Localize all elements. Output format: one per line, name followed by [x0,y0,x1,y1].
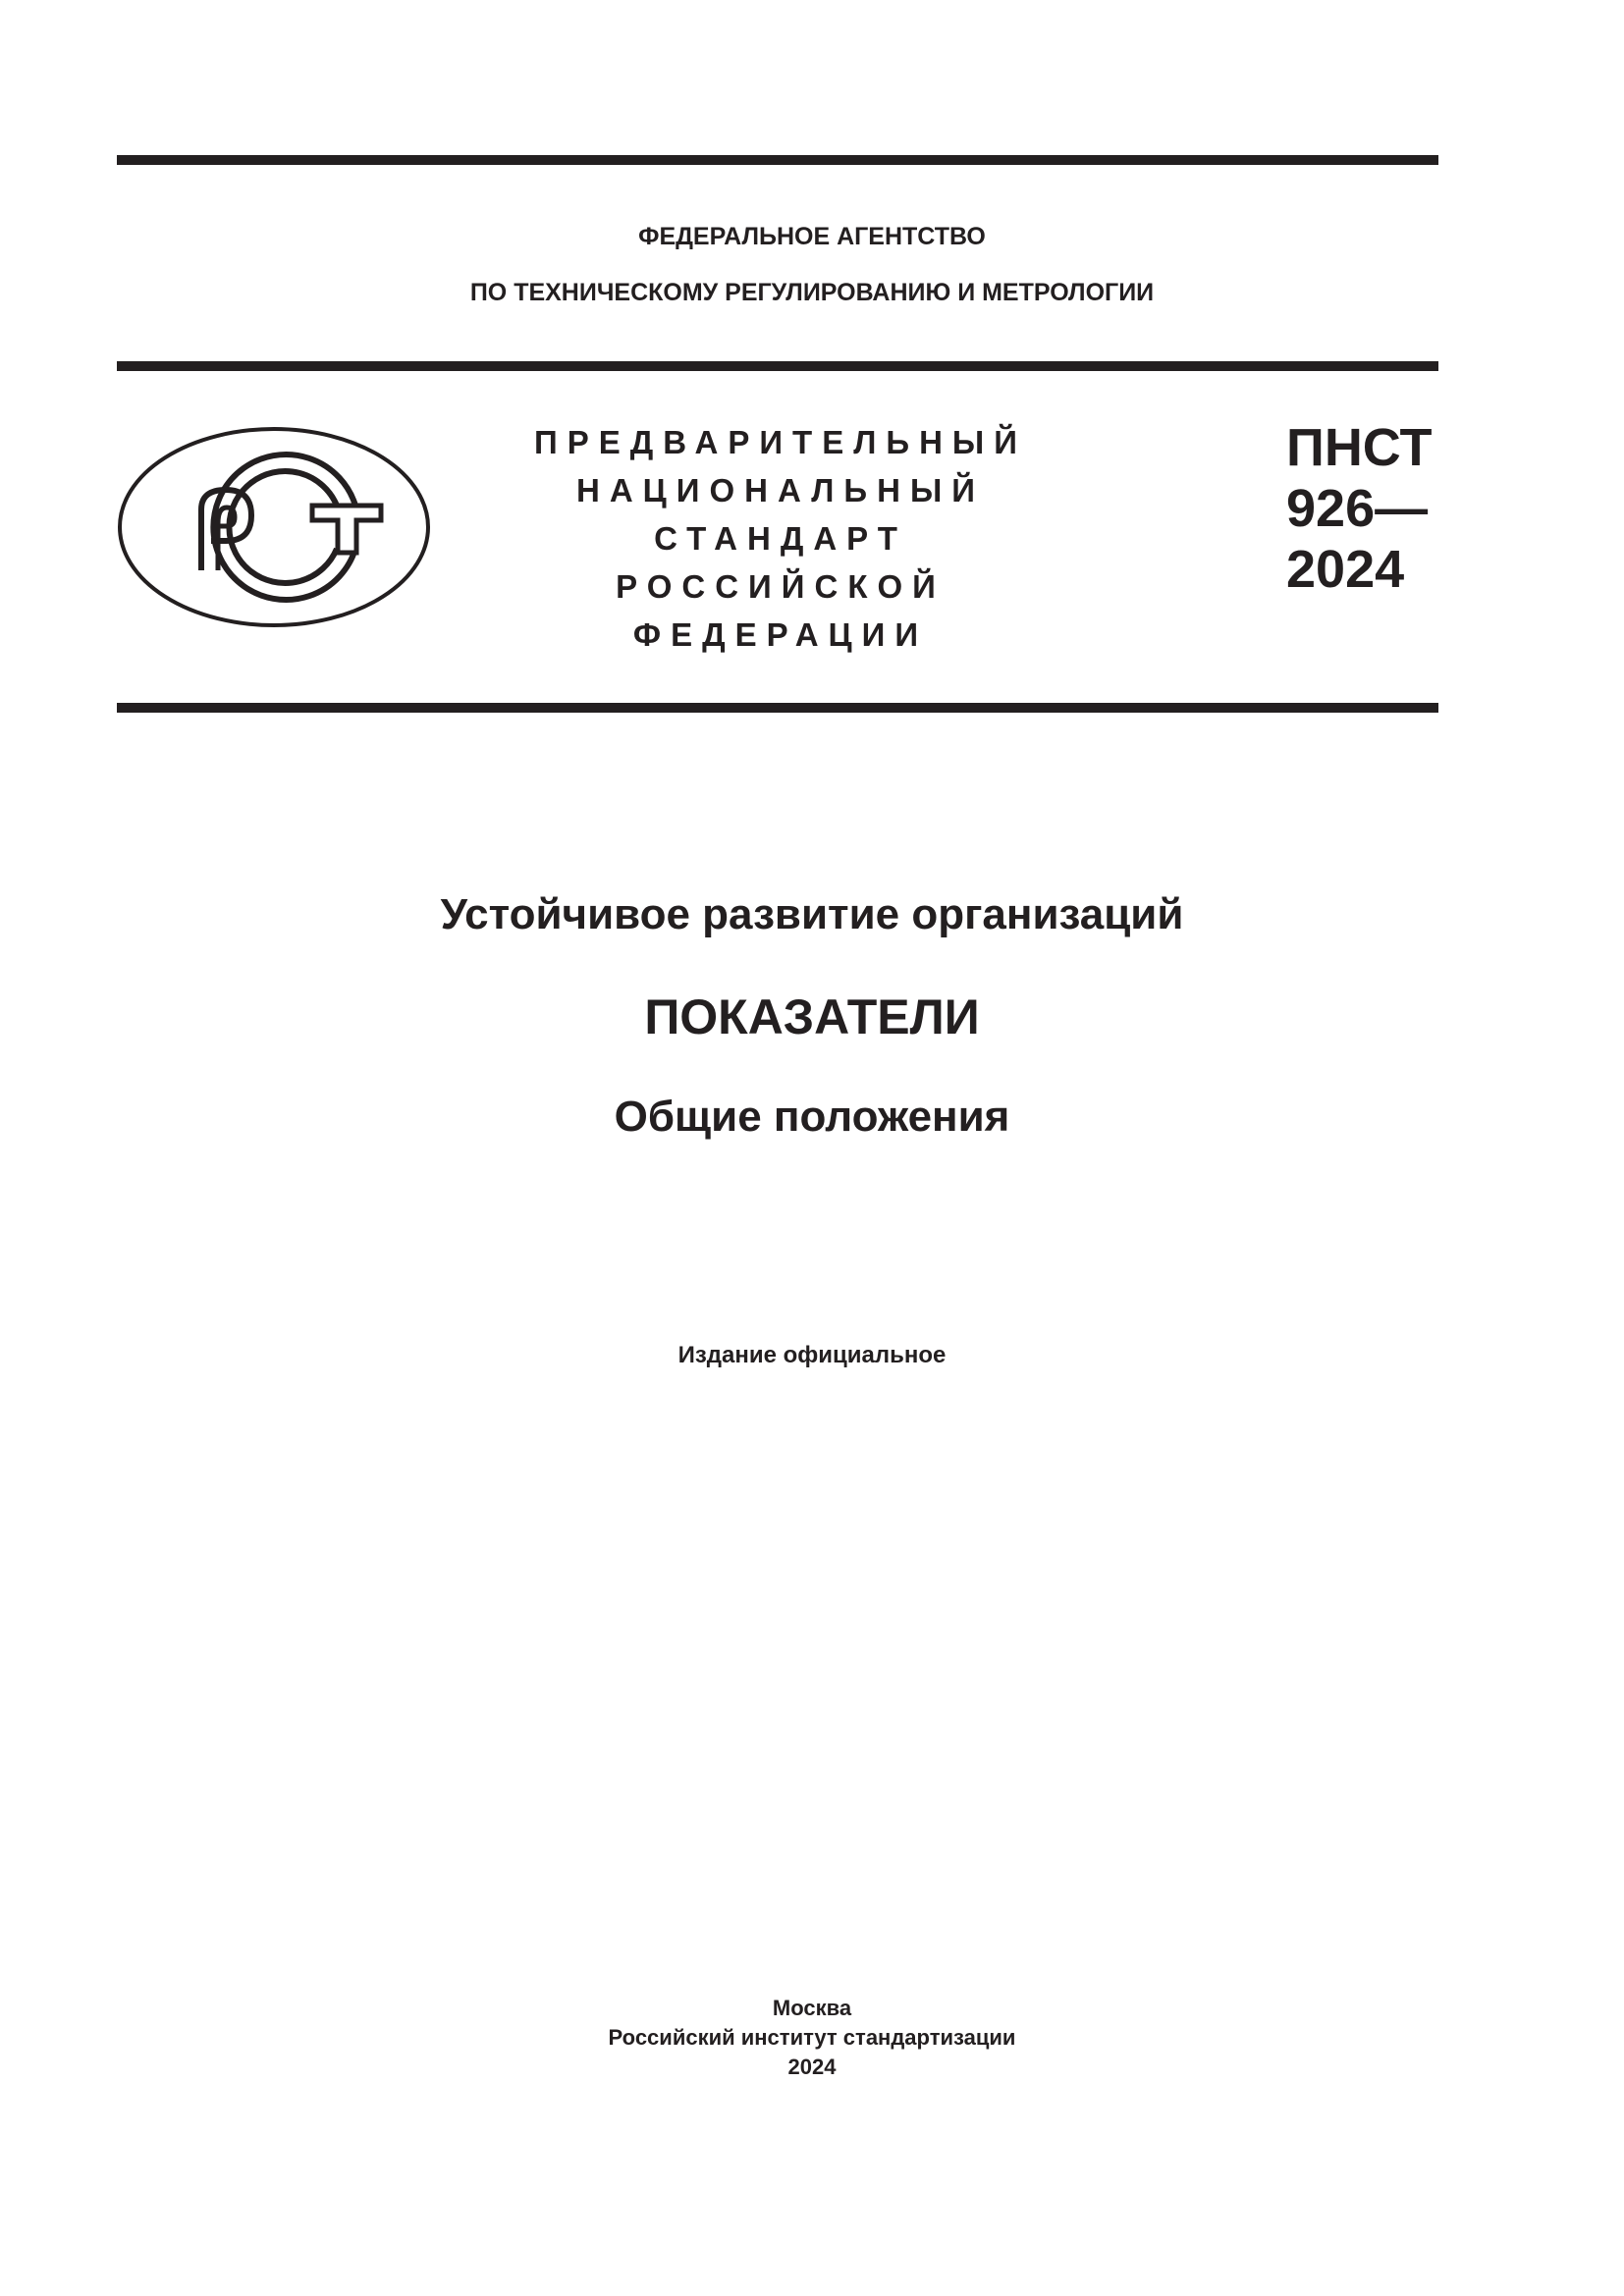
standard-type-line-5: ФЕДЕРАЦИИ [632,616,929,653]
header-bottom-rule [117,703,1438,713]
document-title-upper: ПОКАЗАТЕЛИ [644,989,980,1044]
imprint-year: 2024 [787,2055,837,2079]
standard-type-line-2: НАЦИОНАЛЬНЫЙ [576,472,985,508]
imprint-publisher: Российский институт стандартизации [608,2025,1016,2050]
top-rule [117,155,1438,165]
standard-type-line-4: РОССИЙСКОЙ [616,568,946,605]
standard-type-line-1: ПРЕДВАРИТЕЛЬНЫЙ [534,424,1027,460]
document-subtitle: Общие положения [614,1093,1010,1141]
header-rule [117,361,1438,371]
standard-type-line-3: СТАНДАРТ [654,520,907,557]
imprint-city: Москва [772,1996,852,2020]
agency-line-2: ПО ТЕХНИЧЕСКОМУ РЕГУЛИРОВАНИЮ И МЕТРОЛОГИИ [469,279,1155,306]
edition-note: Издание официальное [677,1342,947,1368]
designation-line-2: 926— [1286,479,1429,538]
standard-designation [1286,417,1432,600]
gost-r-logo-icon [116,425,432,629]
agency-line-1: ФЕДЕРАЛЬНОЕ АГЕНТСТВО [638,223,986,250]
designation-line-1: ПНСТ [1286,418,1433,477]
standard-type [520,418,1041,659]
designation-line-3: 2024 [1286,540,1405,599]
document-title: Устойчивое развитие организаций [440,890,1184,938]
